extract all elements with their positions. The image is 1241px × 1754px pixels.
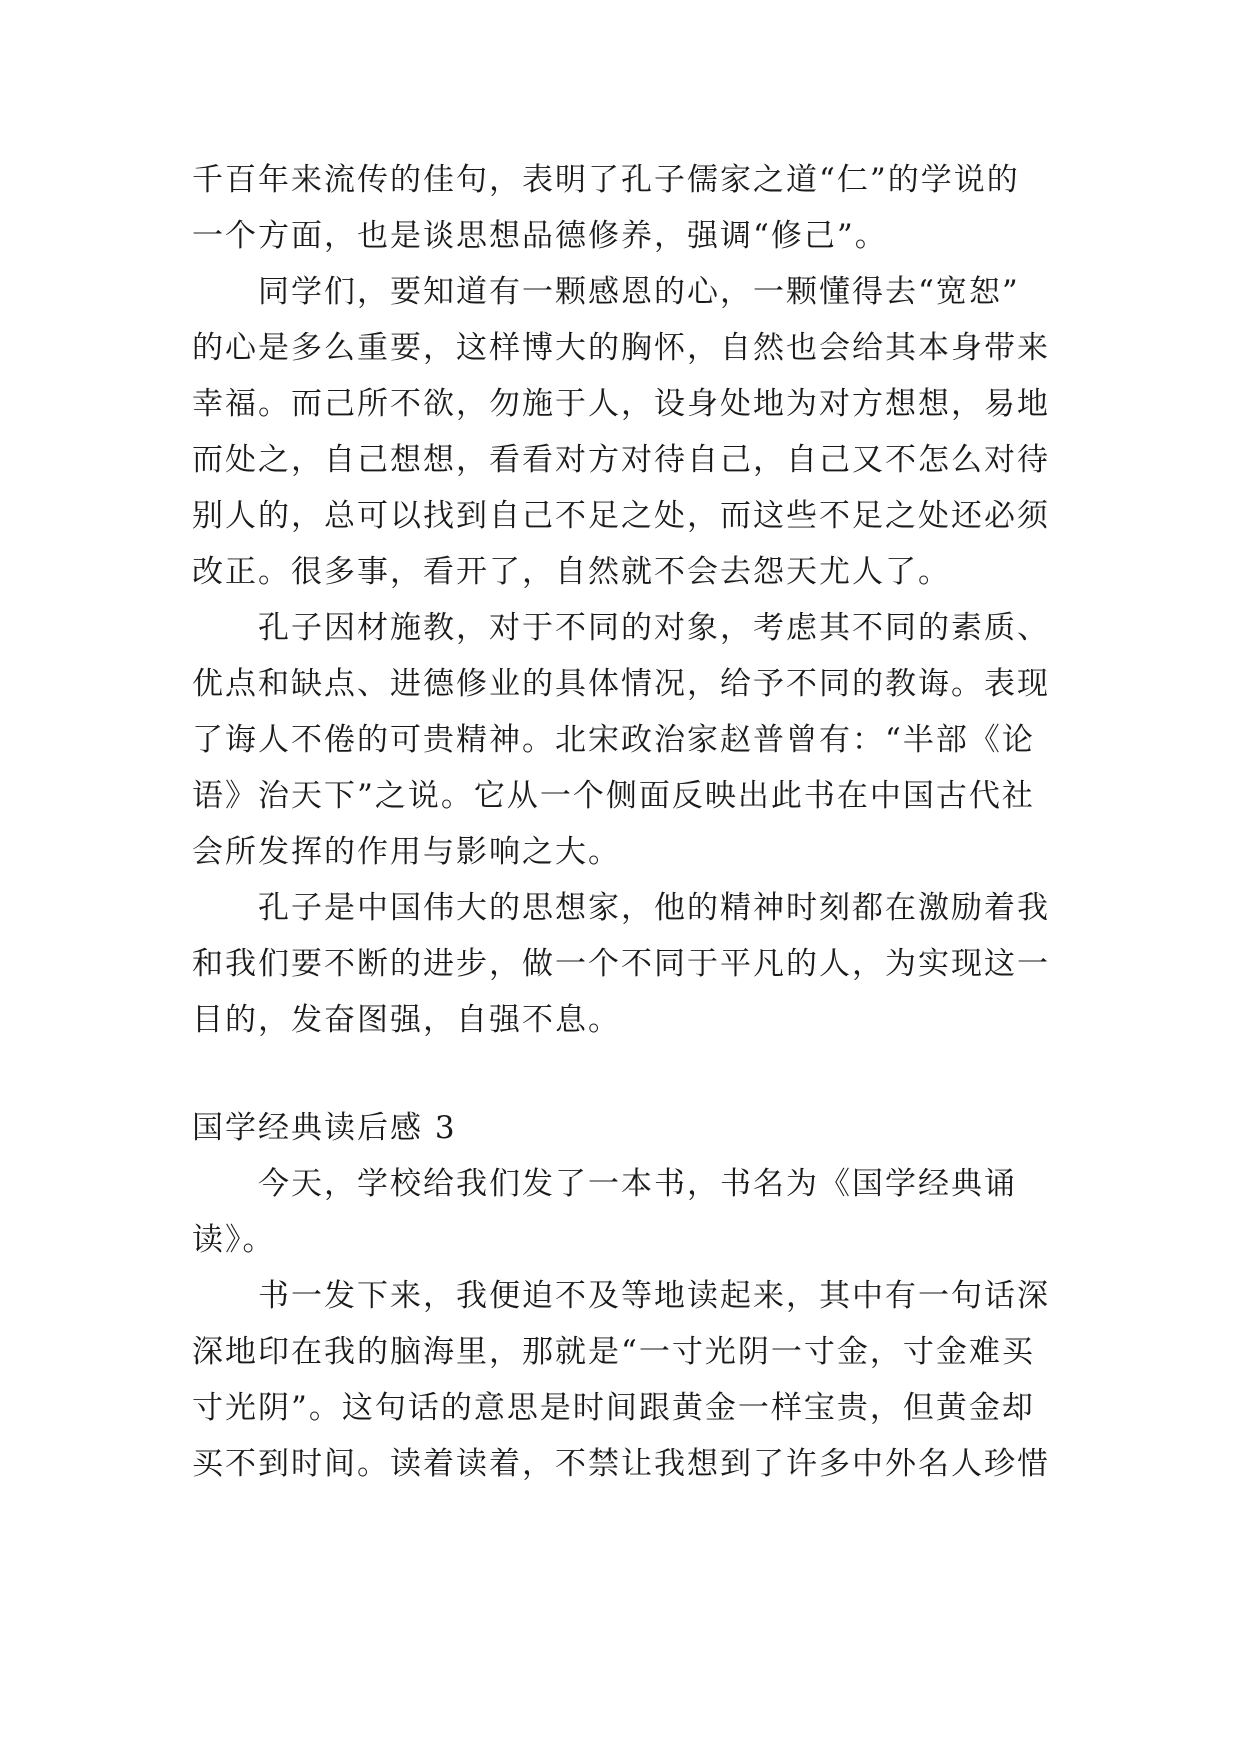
text-line: 千百年来流传的佳句，表明了孔子儒家之道“仁”的学说的 bbox=[192, 162, 1020, 198]
text-line: 别人的，总可以找到自己不足之处，而这些不足之处还必须 bbox=[192, 498, 1050, 534]
text-line: 孔子是中国伟大的思想家，他的精神时刻都在激励着我 bbox=[258, 890, 1050, 926]
text-line: 的心是多么重要，这样博大的胸怀，自然也会给其本身带来 bbox=[192, 330, 1050, 366]
paragraph bbox=[192, 600, 1048, 880]
text-line: 而处之，自己想想，看看对方对待自己，自己又不怎么对待 bbox=[192, 442, 1050, 478]
text-line: 了诲人不倦的可贵精神。北宋政治家赵普曾有：“半部《论 bbox=[192, 722, 1035, 758]
text-line: 今天，学校给我们发了一本书，书名为《国学经典诵 bbox=[258, 1166, 1017, 1202]
paragraph bbox=[192, 1156, 1048, 1268]
text-line: 一个方面，也是谈思想品德修养，强调“修己”。 bbox=[192, 218, 888, 254]
text-line: 会所发挥的作用与影响之大。 bbox=[192, 834, 621, 870]
paragraph bbox=[192, 152, 1048, 264]
section-heading: 国学经典读后感 3 bbox=[192, 1110, 457, 1146]
text-line: 和我们要不断的进步，做一个不同于平凡的人，为实现这一 bbox=[192, 946, 1050, 982]
text-line: 目的，发奋图强，自强不息。 bbox=[192, 1002, 621, 1038]
text-line: 改正。很多事，看开了，自然就不会去怨天尤人了。 bbox=[192, 554, 951, 590]
document-body bbox=[192, 152, 1048, 1492]
text-line: 寸光阴”。这句话的意思是时间跟黄金一样宝贵，但黄金却 bbox=[192, 1390, 1035, 1426]
paragraph bbox=[192, 264, 1048, 600]
text-line: 同学们，要知道有一颗感恩的心，一颗懂得去“宽恕” bbox=[258, 274, 1020, 310]
text-line: 优点和缺点、进德修业的具体情况，给予不同的教诲。表现 bbox=[192, 666, 1050, 702]
text-line: 深地印在我的脑海里，那就是“一寸光阴一寸金，寸金难买 bbox=[192, 1334, 1035, 1370]
text-line: 书一发下来，我便迫不及等地读起来，其中有一句话深 bbox=[258, 1278, 1050, 1314]
text-line: 买不到时间。读着读着，不禁让我想到了许多中外名人珍惜 bbox=[192, 1446, 1050, 1482]
text-line: 孔子因材施教，对于不同的对象，考虑其不同的素质、 bbox=[258, 610, 1050, 646]
text-line: 读》。 bbox=[192, 1222, 276, 1258]
text-line: 幸福。而己所不欲，勿施于人，设身处地为对方想想，易地 bbox=[192, 386, 1050, 422]
paragraph bbox=[192, 1268, 1048, 1492]
paragraph bbox=[192, 880, 1048, 1048]
text-line: 语》治天下”之说。它从一个侧面反映出此书在中国古代社 bbox=[192, 778, 1035, 814]
